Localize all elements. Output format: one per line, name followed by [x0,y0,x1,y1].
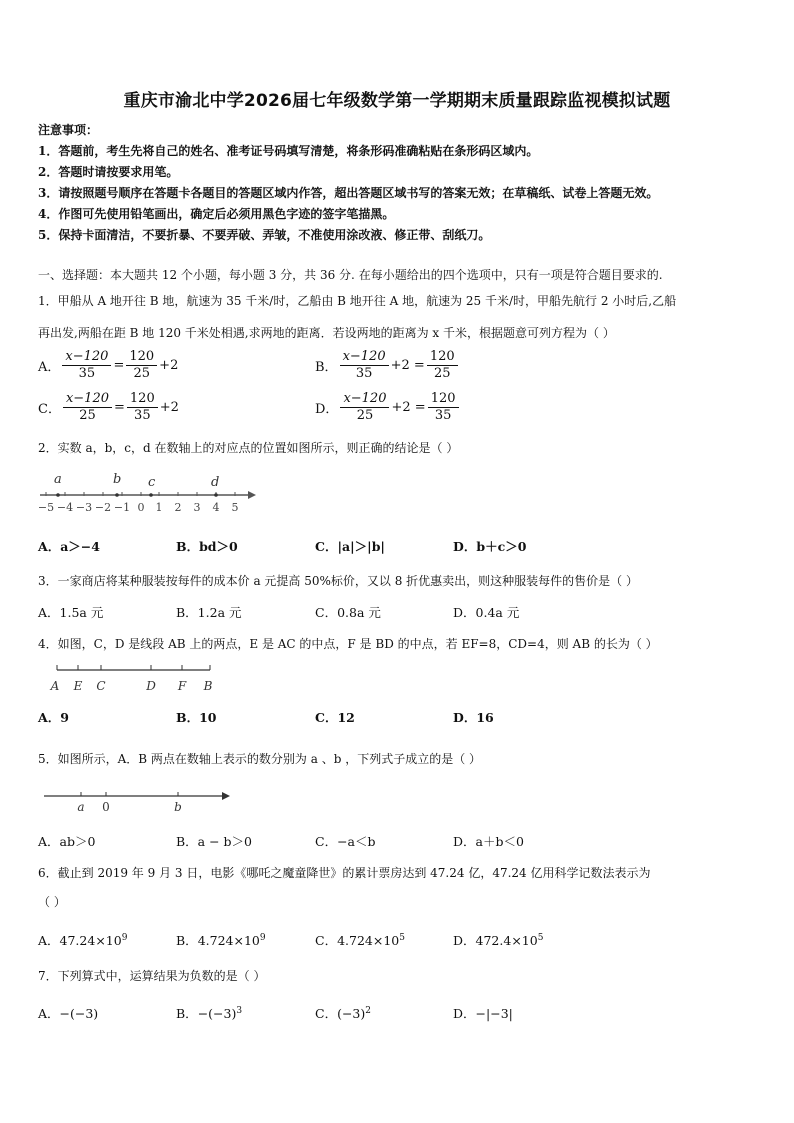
q4-option-c[interactable]: C．12 [315,710,355,725]
q7-stem: 7．下列算式中，运算结果为负数的是（ ） [38,969,266,983]
tick-label: 5 [231,501,239,514]
q1-stem-line1: 1．甲船从 A 地开往 B 地，航速为 35 千米/时，乙船由 B 地开往 A 地，航速为 25 千米/时，甲船先航行 2 小时后,乙船 [38,294,677,308]
q5-option-d[interactable]: D．a＋b＜0 [453,834,524,849]
tick-label: −4 [56,501,74,514]
point-label-a: a [77,800,85,814]
q7-option-c[interactable]: C．$(-3)^2$ [315,1005,371,1021]
q3-option-a[interactable]: A．1.5a 元 [38,605,104,620]
q5-option-b[interactable]: B．a − b＞0 [176,834,253,849]
q2-option-a[interactable]: A．a＞−4 [38,539,100,554]
tick-label: 0 [137,501,145,514]
q6-option-b[interactable]: B．$4.724\times 10^9$ [176,932,266,948]
q1-option-a[interactable]: A． $\frac{x-120}{35}$ = $\frac{120}{25}$ +2 [38,349,179,381]
q4-option-d[interactable]: D．16 [453,710,494,725]
q3-option-b[interactable]: B．1.2a 元 [176,605,242,620]
origin-label: 0 [102,800,110,814]
point-label-b: B [203,679,213,693]
q2-stem: 2．实数 a，b，c，d 在数轴上的对应点的位置如图所示，则正确的结论是（ ） [38,441,459,455]
point-label-e: E [73,679,83,693]
point-label-b: b [113,472,122,487]
notice-item-1: 1．答题前，考生先将自己的姓名、准考证号码填写清楚，将条形码准确粘贴在条形码区域内。 [38,144,539,158]
point-label-c: c [148,475,156,490]
tick-label: −3 [75,501,93,514]
tick-label: −2 [94,501,112,514]
q7-option-d[interactable]: D．−|−3| [453,1006,513,1021]
q1-option-d[interactable]: D． $\frac{x-120}{25}$ +2 = $\frac{120}{35}$ [315,391,459,424]
point-label-b: b [174,800,182,814]
tick-label: 4 [212,501,220,514]
notice-item-3: 3．请按照题号顺序在答题卡各题目的答题区域内作答，超出答题区域书写的答案无效；在草稿纸、试卷上答题无效。 [38,186,659,200]
q4-segment-figure [50,660,220,696]
point-label-d: d [211,475,220,490]
q2-option-d[interactable]: D．b＋c＞0 [453,539,527,554]
axis-arrow-icon [248,491,256,499]
q5-stem: 5．如图所示，A．B 两点在数轴上表示的数分别为 a 、b ，下列式子成立的是（ ） [38,752,482,766]
q4-option-b[interactable]: B．10 [176,710,217,725]
section-heading: 一、选择题：本大题共 12 个小题，每小题 3 分，共 36 分. 在每小题给出的四个选项中，只有一项是符合题目要求的. [38,268,663,282]
q6-option-c[interactable]: C．$4.724\times 10^5$ [315,932,405,948]
q1-option-b[interactable]: B． $\frac{x-120}{35}$ +2 = $\frac{120}{25}$ [315,349,458,382]
tick-label: −5 [37,501,55,514]
q6-option-d[interactable]: D．$472.4\times 10^5$ [453,932,544,948]
q5-option-c[interactable]: C．−a＜b [315,834,376,849]
notice-item-4: 4．作图可先使用铅笔画出，确定后必须用黑色字迹的签字笔描黑。 [38,207,395,221]
q4-stem: 4．如图，C，D 是线段 AB 上的两点，E 是 AC 的中点，F 是 BD 的中点，若 EF=8，CD=4，则 AB 的长为（ ） [38,637,658,651]
q3-option-c[interactable]: C．0.8a 元 [315,605,381,620]
point-label-d: D [146,679,156,693]
point-label-c: C [96,679,106,693]
q6-stem-line2: （ ） [38,895,66,909]
point-label-a: A [50,679,60,693]
q2-number-line-figure [38,466,258,516]
q7-option-a[interactable]: A．−(−3) [38,1006,99,1021]
q5-number-line-figure [44,785,234,815]
exam-title: 重庆市渝北中学2026届七年级数学第一学期期末质量跟踪监视模拟试题 [123,91,671,111]
tick-label: 2 [174,501,182,514]
notice-heading: 注意事项： [38,123,99,137]
q5-option-a[interactable]: A．ab＞0 [38,834,96,849]
point-label-a: a [54,472,62,487]
q2-option-c[interactable]: C．|a|＞|b| [315,539,385,554]
tick-label: 1 [155,501,163,514]
q6-stem-line1: 6．截止到 2019 年 9 月 3 日，电影《哪吒之魔童降世》的累计票房达到 47.24 亿，47.24 亿用科学记数法表示为 [38,866,651,880]
notice-item-5: 5．保持卡面清洁，不要折暴、不要弄破、弄皱，不准使用涂改液、修正带、刮纸刀。 [38,228,491,242]
q2-option-b[interactable]: B．bd＞0 [176,539,238,554]
q3-option-d[interactable]: D．0.4a 元 [453,605,520,620]
notice-item-2: 2．答题时请按要求用笔。 [38,165,179,179]
axis-arrow-icon [222,792,230,800]
q4-option-a[interactable]: A．9 [38,710,69,725]
q1-option-c[interactable]: C． $\frac{x-120}{25}$ = $\frac{120}{35}$ +2 [38,391,179,423]
q3-stem: 3．一家商店将某种服装按每件的成本价 a 元提高 50%标价，又以 8 折优惠卖出，则这种服装每件的售价是（ ） [38,574,638,588]
q6-option-a[interactable]: A．$47.24\times 10^9$ [38,932,128,948]
point-label-f: F [177,679,187,693]
q1-stem-line2: 再出发,两船在距 B 地 120 千米处相遇,求两地的距离．若设两地的距离为 x 千米，根据题意可列方程为（ ） [38,326,615,340]
q7-option-b[interactable]: B．$-(-3)^3$ [176,1005,243,1021]
tick-label: 3 [193,501,201,514]
tick-label: −1 [113,501,131,514]
